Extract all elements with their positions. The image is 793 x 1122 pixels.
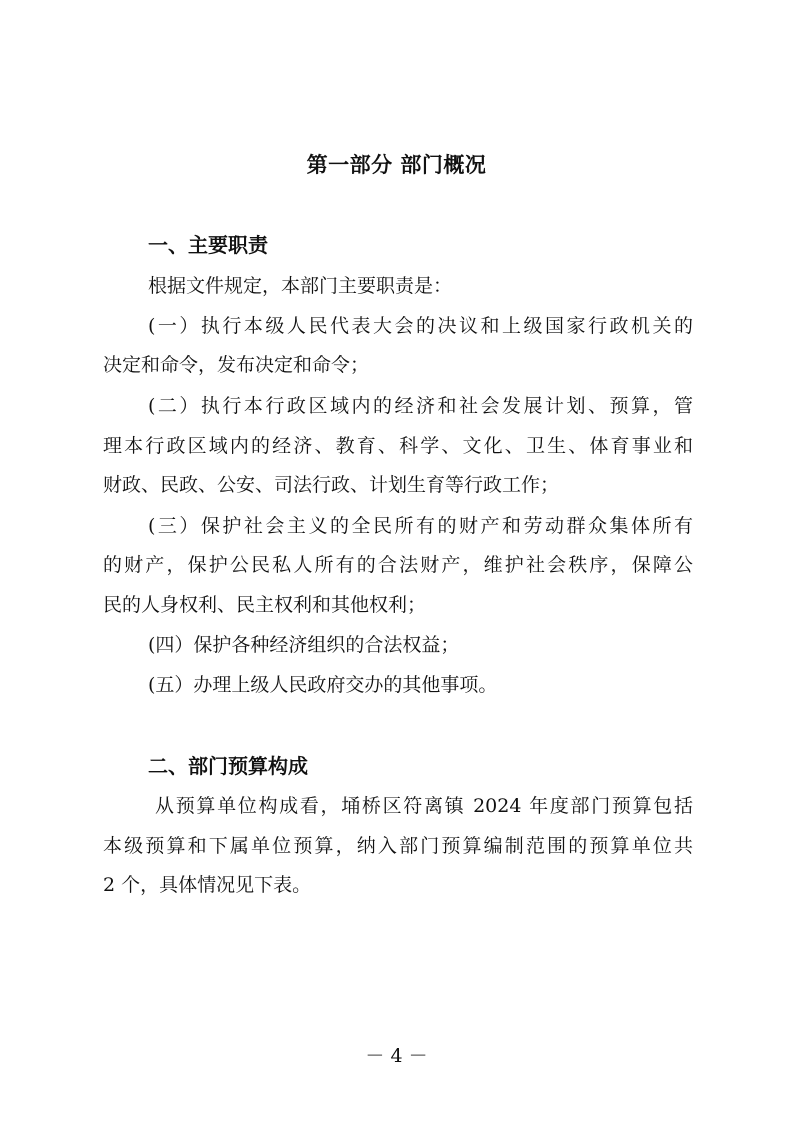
- section-intro: 根据文件规定，本部门主要职责是：: [148, 275, 453, 297]
- duty-item-3-line-2: 的财产，保护公民私人所有的合法财产，维护社会秩序，保障公: [103, 554, 693, 576]
- duty-item-3-line-1: (三）保护社会主义的全民所有的财产和劳动群众集体所有: [148, 515, 693, 537]
- page-number: － 4 －: [365, 1045, 428, 1067]
- budget-paragraph-line-2: 本级预算和下属单位预算，纳入部门预算编制范围的预算单位共: [103, 835, 693, 857]
- duty-item-3-line-3: 民的人身权利、民主权利和其他权利；: [103, 594, 427, 616]
- duty-item-2-line-3: 财政、民政、公安、司法行政、计划生育等行政工作；: [103, 474, 560, 496]
- section-heading-budget-composition: 二、部门预算构成: [148, 754, 308, 778]
- section-heading-main-duties: 一、主要职责: [148, 233, 268, 257]
- duty-item-2-line-1: (二）执行本行政区域内的经济和社会发展计划、预算，管: [148, 395, 693, 417]
- duty-item-5-line-1: (五）办理上级人民政府交办的其他事项。: [148, 674, 498, 696]
- budget-paragraph-line-1: 从预算单位构成看，埇桥区符离镇 2024 年度部门预算包括: [155, 795, 693, 817]
- part-title: 第一部分 部门概况: [306, 153, 487, 177]
- duty-item-1-line-1: (一）执行本级人民代表大会的决议和上级国家行政机关的: [148, 315, 693, 337]
- duty-item-4-line-1: (四）保护各种经济组织的合法权益；: [148, 634, 460, 656]
- duty-item-2-line-2: 理本行政区域内的经济、教育、科学、文化、卫生、体育事业和: [103, 435, 693, 457]
- budget-paragraph-line-3: 2 个，具体情况见下表。: [103, 874, 312, 896]
- duty-item-1-line-2: 决定和命令，发布决定和命令；: [103, 354, 370, 376]
